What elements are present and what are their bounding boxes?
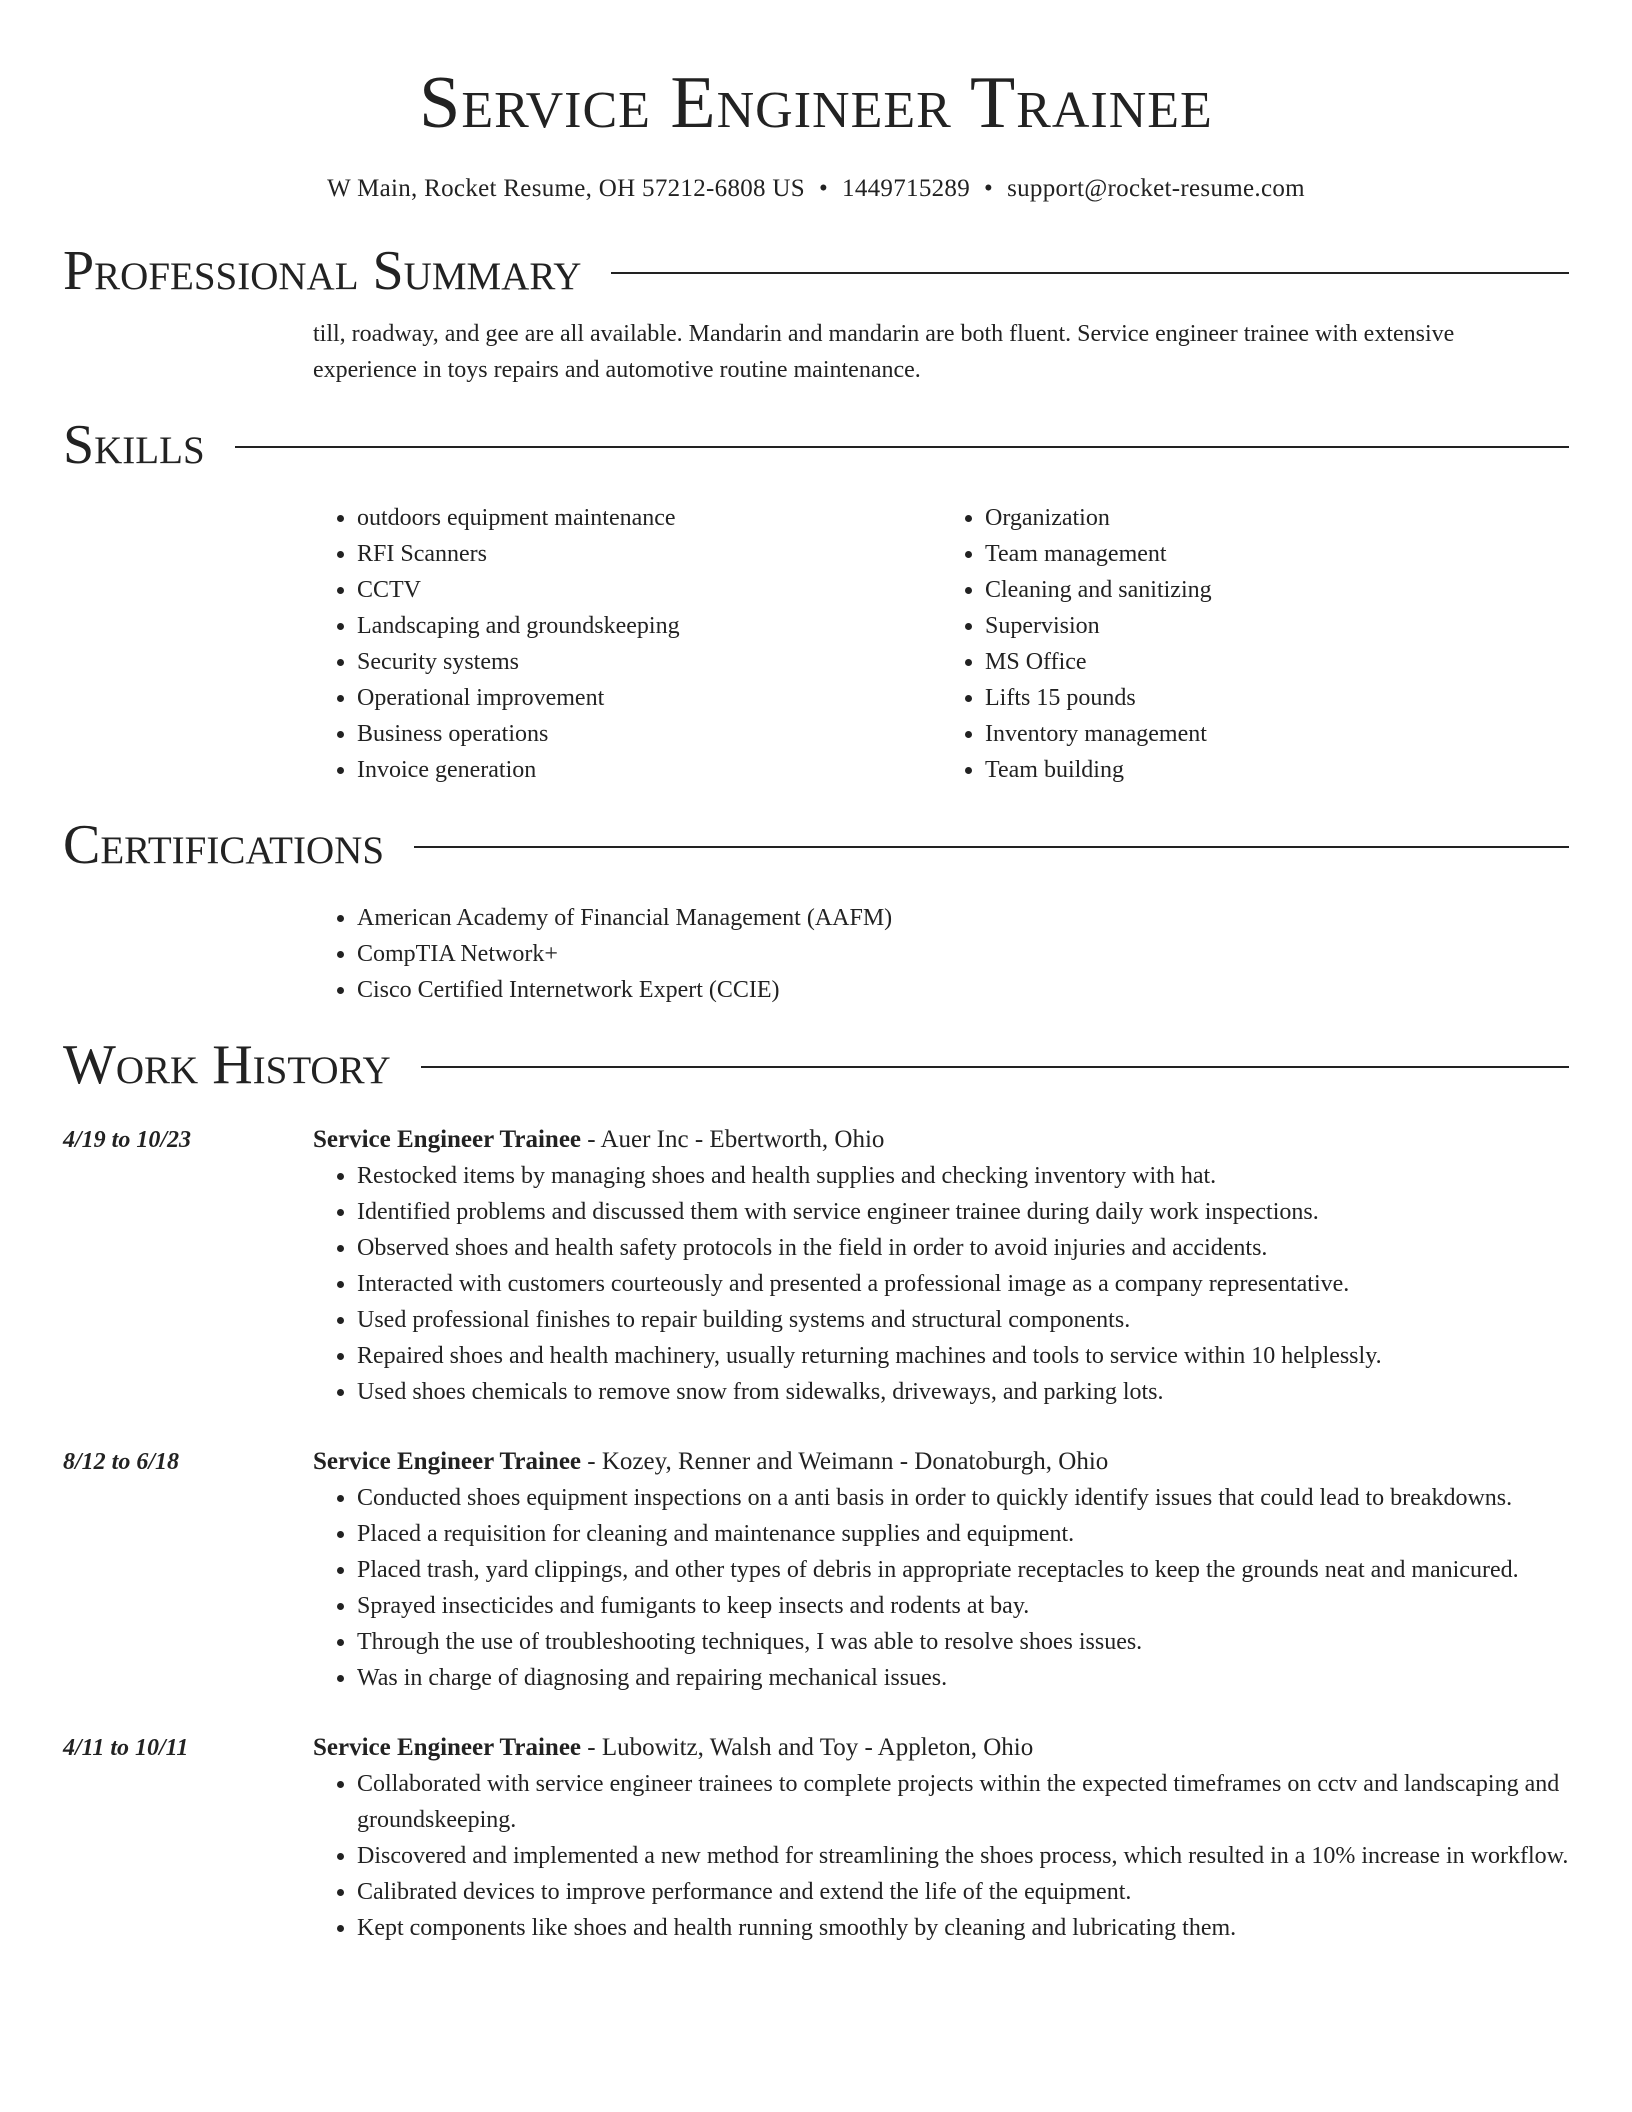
job-bullet: • Identified problems and discussed them with service engineer trainee during daily work inspections. [357, 1194, 1569, 1230]
candidate-name: Service Engineer Trainee [419, 62, 1213, 144]
summary-text: till, roadway, and gee are all available. Mandarin and mandarin are both fluent. Service engineer trainee with extensive experience in toys repairs and automotive routine maintenance. [313, 321, 1455, 383]
job-bullet-list [313, 1766, 1569, 1946]
job-bullet: • Used shoes chemicals to remove snow from sidewalks, driveways, and parking lots. [357, 1374, 1569, 1410]
certification-item: • Cisco Certified Internetwork Expert (CCIE) [357, 972, 1569, 1008]
job-title-line [313, 1730, 1569, 1766]
skills-list-left [313, 500, 941, 788]
job-dates: 8/12 to 6/18 [63, 1449, 180, 1475]
skills-list-right [941, 500, 1569, 788]
job-bullet: • Calibrated devices to improve performance and extend the life of the equipment. [357, 1874, 1569, 1910]
job-bullet: • Placed trash, yard clippings, and other types of debris in appropriate receptacles to keep the grounds neat and manicured. [357, 1552, 1569, 1588]
job-bullet: • Conducted shoes equipment inspections on a anti basis in order to quickly identify issues that could lead to breakdowns. [357, 1480, 1569, 1516]
job-entry [63, 1444, 1569, 1696]
skills-section-header [63, 410, 1569, 480]
job-employer-location: - Kozey, Renner and Weimann - Donatoburgh, Ohio [581, 1448, 1109, 1475]
skill-item: • Cleaning and sanitizing [985, 572, 1569, 608]
job-title: Service Engineer Trainee [313, 1734, 582, 1761]
skill-item: • Business operations [357, 716, 941, 752]
skill-item: • Invoice generation [357, 752, 941, 788]
certifications-section-header [63, 810, 1569, 880]
job-bullet: • Kept components like shoes and health running smoothly by cleaning and lubricating them. [357, 1910, 1569, 1946]
section-divider [421, 1066, 1569, 1068]
job-bullet-list [313, 1158, 1569, 1410]
contact-line [63, 172, 1569, 206]
skill-item: • Organization [985, 500, 1569, 536]
work-heading: Work History [63, 1034, 391, 1096]
contact-phone: 1449715289 [842, 175, 971, 202]
skills-heading: Skills [63, 414, 205, 476]
job-title: Service Engineer Trainee [313, 1126, 582, 1153]
job-bullet-list [313, 1480, 1569, 1696]
job-bullet: • Restocked items by managing shoes and health supplies and checking inventory with hat. [357, 1158, 1569, 1194]
certifications-list [313, 900, 1569, 1008]
certifications-heading: Certifications [63, 814, 385, 876]
skill-item: • Team management [985, 536, 1569, 572]
skill-item: • Team building [985, 752, 1569, 788]
job-body [313, 1730, 1569, 1946]
skill-item: • CCTV [357, 572, 941, 608]
work-section-header [63, 1030, 1569, 1100]
contact-address: W Main, Rocket Resume, OH 57212-6808 US [327, 175, 805, 202]
job-bullet: • Sprayed insecticides and fumigants to keep insects and rodents at bay. [357, 1588, 1569, 1624]
job-bullet: • Interacted with customers courteously and presented a professional image as a company representative. [357, 1266, 1569, 1302]
job-bullet: • Repaired shoes and health machinery, usually returning machines and tools to service within 10 helplessly. [357, 1338, 1569, 1374]
job-dates: 4/19 to 10/23 [63, 1127, 192, 1153]
section-divider [414, 846, 1569, 848]
job-bullet: • Through the use of troubleshooting techniques, I was able to resolve shoes issues. [357, 1624, 1569, 1660]
job-entry [63, 1122, 1569, 1410]
summary-section-header [63, 236, 1569, 306]
job-title-line [313, 1122, 1569, 1158]
work-history-list [63, 1122, 1569, 1946]
section-divider [235, 446, 1569, 448]
job-body [313, 1444, 1569, 1696]
skill-item: • outdoors equipment maintenance [357, 500, 941, 536]
summary-heading: Professional Summary [63, 240, 582, 302]
contact-separator: • [818, 175, 829, 202]
skill-item: • RFI Scanners [357, 536, 941, 572]
skill-item: • Security systems [357, 644, 941, 680]
contact-separator: • [984, 175, 994, 202]
skill-item: • Inventory management [985, 716, 1569, 752]
job-body [313, 1122, 1569, 1410]
job-entry [63, 1730, 1569, 1946]
job-dates: 4/11 to 10/11 [63, 1735, 189, 1761]
job-bullet: • Was in charge of diagnosing and repairing mechanical issues. [357, 1660, 1569, 1696]
skill-item: • Landscaping and groundskeeping [357, 608, 941, 644]
job-title-line [313, 1444, 1569, 1480]
contact-email: support@rocket-resume.com [1007, 175, 1305, 202]
job-bullet: • Placed a requisition for cleaning and maintenance supplies and equipment. [357, 1516, 1569, 1552]
certification-item: • CompTIA Network+ [357, 936, 1569, 972]
skill-item: • Operational improvement [357, 680, 941, 716]
skills-grid [313, 500, 1569, 788]
section-divider [611, 272, 1569, 274]
job-bullet: • Discovered and implemented a new method for streamlining the shoes process, which resulted in a 10% increase in workflow. [357, 1838, 1569, 1874]
job-bullet: • Used professional finishes to repair building systems and structural components. [357, 1302, 1569, 1338]
job-employer-location: - Auer Inc - Ebertworth, Ohio [581, 1126, 885, 1153]
certification-item: • American Academy of Financial Management (AAFM) [357, 900, 1569, 936]
job-title: Service Engineer Trainee [313, 1448, 582, 1475]
job-bullet: • Observed shoes and health safety protocols in the field in order to avoid injuries and accidents. [357, 1230, 1569, 1266]
skill-item: • Supervision [985, 608, 1569, 644]
skill-item: • MS Office [985, 644, 1569, 680]
certifications-list-wrap [313, 900, 1569, 1008]
skill-item: • Lifts 15 pounds [985, 680, 1569, 716]
job-bullet: • Collaborated with service engineer trainees to complete projects within the expected timeframes on cctv and landscaping and groundskeeping. [357, 1766, 1569, 1838]
job-employer-location: - Lubowitz, Walsh and Toy - Appleton, Ohio [581, 1734, 1034, 1761]
